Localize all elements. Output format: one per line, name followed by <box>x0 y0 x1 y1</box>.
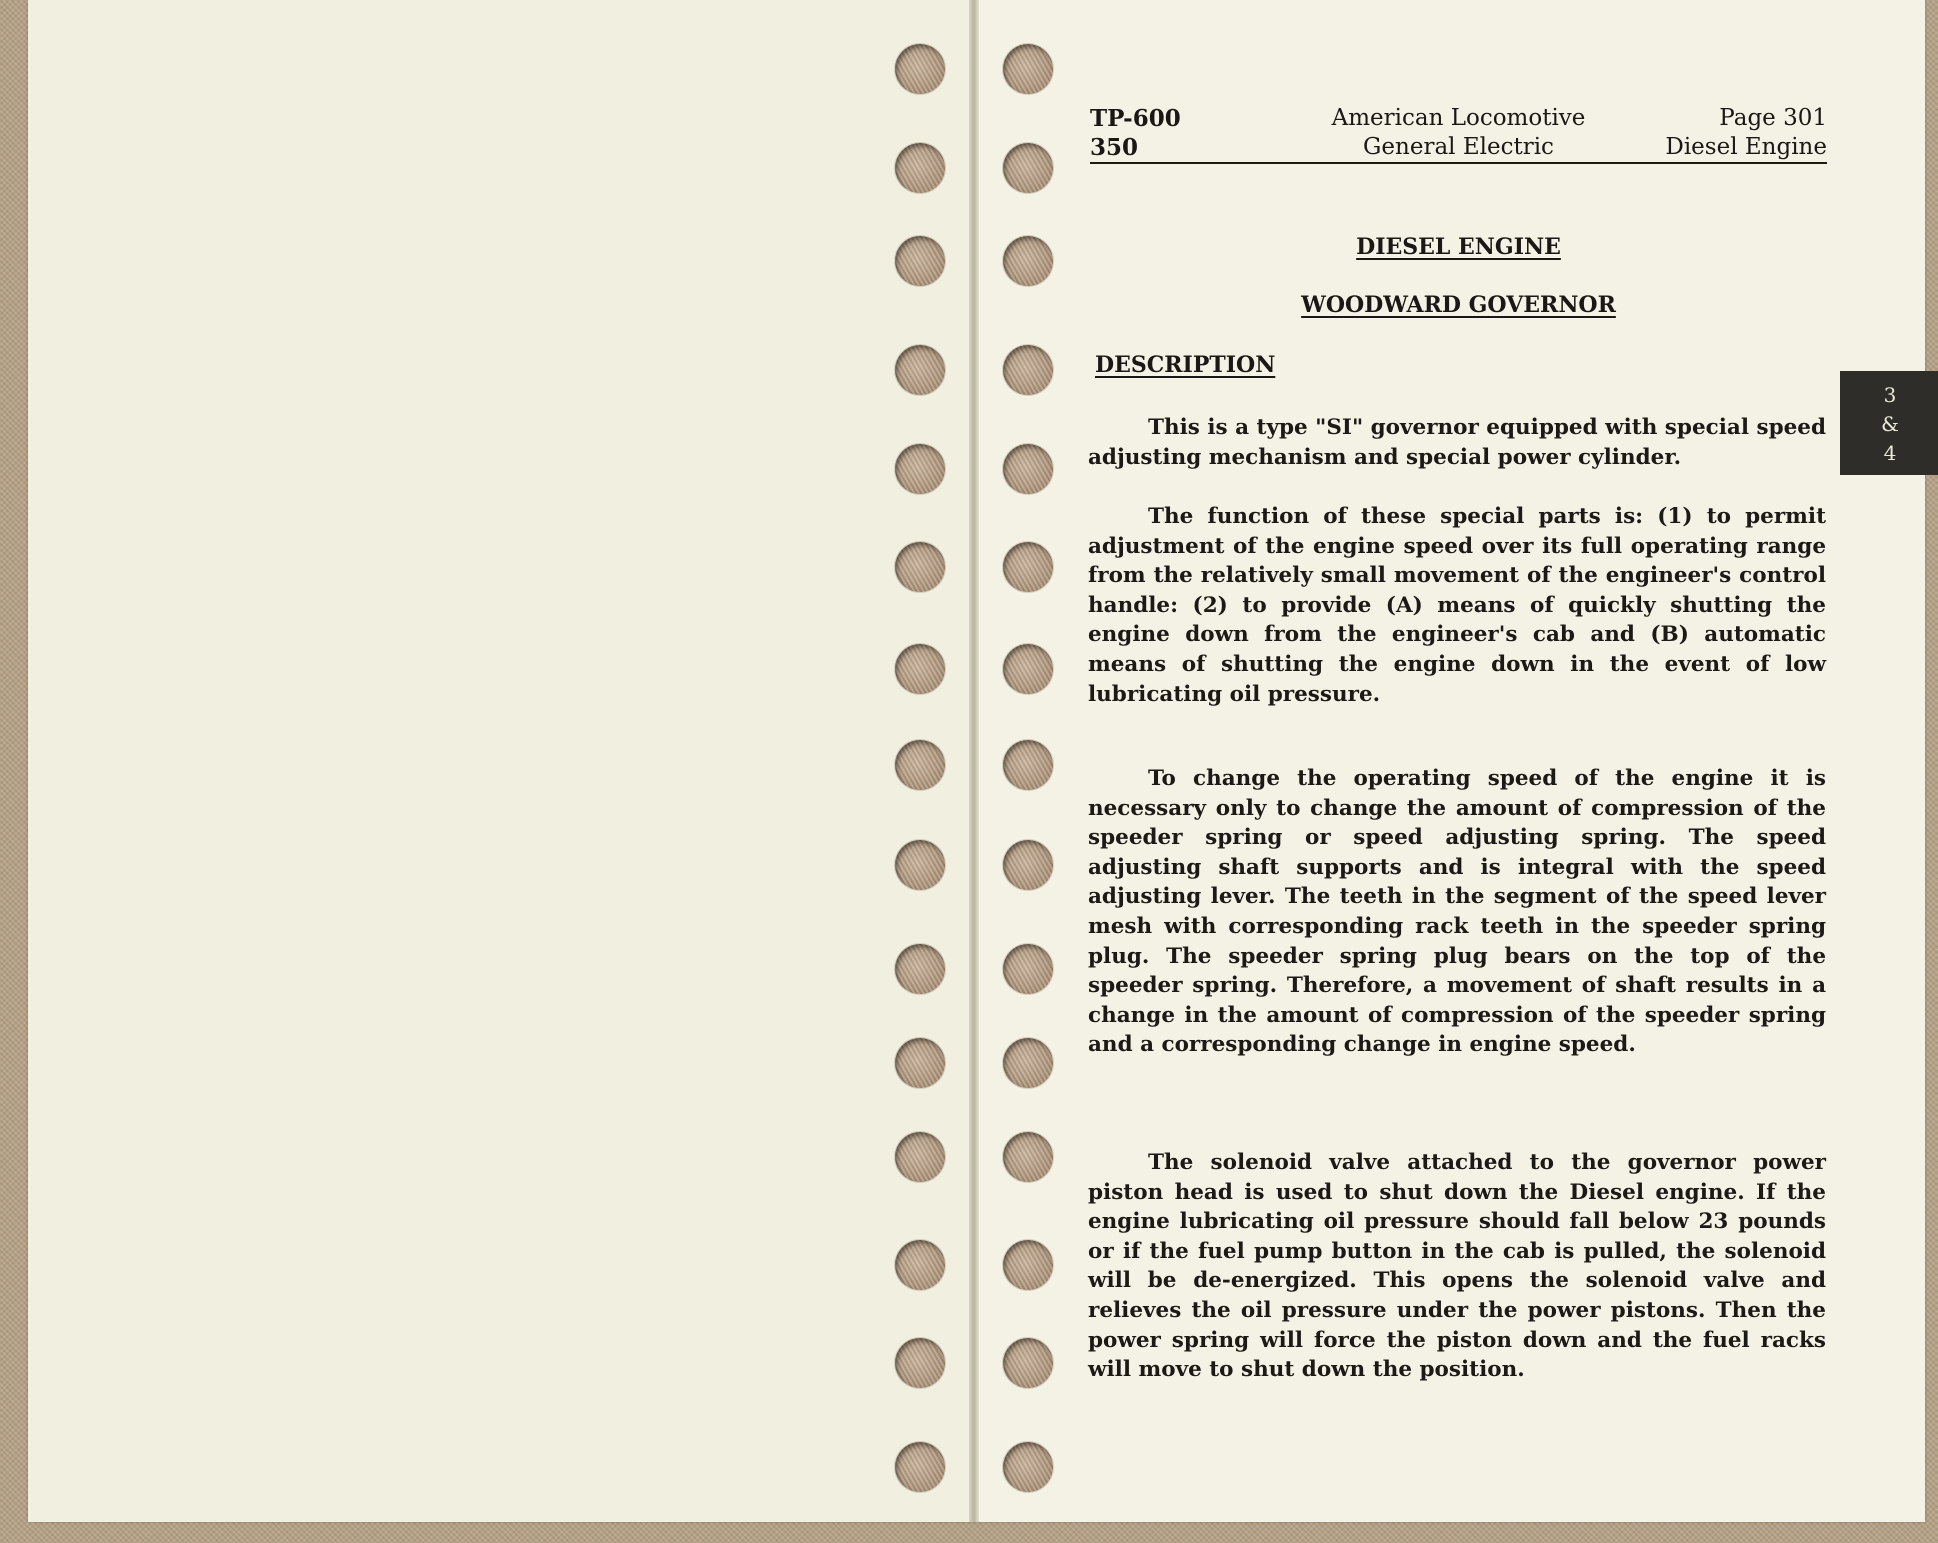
paragraph-2: The function of these special parts is: (1) to permit adjustment of the engine speed over its full operating range from the relatively small movement of the engineer's control handle: (2) to provide (A) means of quickly shutting the engine down from the engineer's cab and (B) automatic means of shutting the engine down in the event of low lubricating oil pressure. <box>1088 504 1826 707</box>
punch-hole <box>895 840 945 890</box>
doc-code: TP-600 <box>1090 105 1181 132</box>
punch-hole <box>895 1442 945 1492</box>
punch-hole <box>895 236 945 286</box>
punch-hole <box>895 345 945 395</box>
punch-hole <box>1003 644 1053 694</box>
punch-hole <box>1003 740 1053 790</box>
punch-hole <box>895 44 945 94</box>
section-tab[interactable] <box>1840 371 1938 475</box>
punch-hole <box>1003 444 1053 494</box>
punch-hole <box>1003 840 1053 890</box>
punch-hole <box>895 542 945 592</box>
punch-hole <box>1003 44 1053 94</box>
binding-gutter <box>969 0 979 1522</box>
document-title <box>1090 234 1827 260</box>
punch-hole <box>895 444 945 494</box>
punch-hole <box>895 1038 945 1088</box>
punch-hole <box>1003 345 1053 395</box>
punch-hole <box>1003 944 1053 994</box>
document-subtitle <box>1090 292 1827 318</box>
paragraph-4: The solenoid valve attached to the governor power piston head is used to shut down the Diesel engine. If the engine lubricating oil pressure should fall below 23 pounds or if the fuel pump button in the cab is pulled, the solenoid will be de-energized. This opens the solenoid valve and relieves the oil pressure under the power pistons. Then the power spring will force the piston down and the fuel racks will move to shut down the position. <box>1088 1150 1826 1383</box>
paragraph-3: To change the operating speed of the engine it is necessary only to change the amount of compression of the speeder spring or speed adjusting spring. The speed adjusting shaft supports and is integral with the speed adjusting lever. The teeth in the segment of the speed lever mesh with corresponding rack teeth in the speeder spring plug. The speeder spring plug bears on the top of the speeder spring. Therefore, a movement of shaft results in a change in the amount of compression of the speeder spring and a corresponding change in engine speed. <box>1088 766 1826 1058</box>
company-line-1: American Locomotive <box>1331 105 1586 131</box>
punch-hole <box>1003 143 1053 193</box>
paragraph-1: This is a type "SI" governor equipped with special speed adjusting mechanism and special power cylinder. <box>1088 415 1826 470</box>
punch-hole <box>895 1240 945 1290</box>
section-heading: DESCRIPTION <box>1095 352 1276 378</box>
punch-hole <box>1003 1132 1053 1182</box>
punch-hole <box>895 1132 945 1182</box>
left-page <box>28 0 975 1522</box>
doc-sub: 350 <box>1090 134 1139 161</box>
punch-hole <box>1003 1338 1053 1388</box>
page-header <box>1090 104 1827 164</box>
tab-line-2: & <box>1881 412 1899 436</box>
punch-hole <box>1003 236 1053 286</box>
punch-hole <box>895 740 945 790</box>
punch-hole <box>895 944 945 994</box>
punch-hole <box>1003 1240 1053 1290</box>
punch-hole <box>895 644 945 694</box>
page-number: Page 301 <box>1719 105 1827 131</box>
tab-line-3: 4 <box>1883 441 1897 465</box>
section-label: Diesel Engine <box>1665 134 1827 160</box>
header-page-info <box>1665 104 1827 162</box>
title-sub-text: WOODWARD GOVERNOR <box>1301 292 1616 318</box>
tab-line-1: 3 <box>1883 383 1897 407</box>
punch-hole <box>1003 1442 1053 1492</box>
company-line-2: General Electric <box>1363 134 1554 160</box>
punch-hole <box>895 1338 945 1388</box>
title-main-text: DIESEL ENGINE <box>1356 234 1561 260</box>
punch-hole <box>895 143 945 193</box>
punch-hole <box>1003 542 1053 592</box>
punch-hole <box>1003 1038 1053 1088</box>
